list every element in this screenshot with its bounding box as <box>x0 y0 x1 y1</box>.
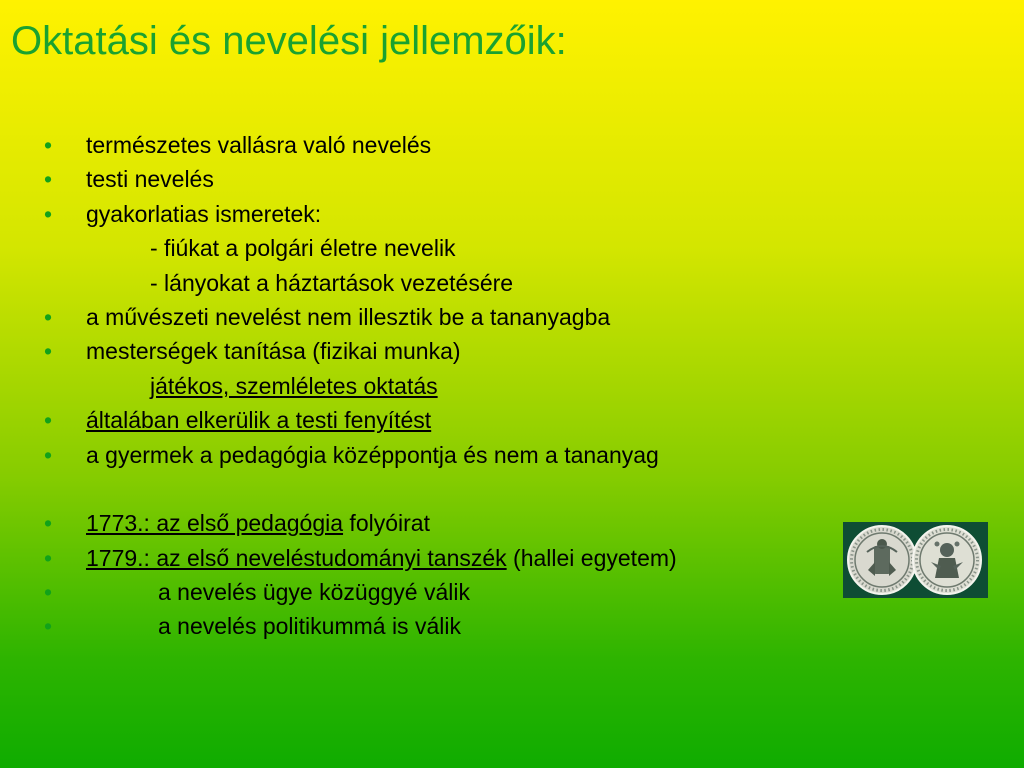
list-item <box>0 403 860 437</box>
slide-title: Oktatási és nevelési jellemzőik: <box>11 19 567 63</box>
list-item-text: a nevelés politikummá is válik <box>158 613 461 640</box>
bullet-icon: • <box>44 166 53 193</box>
list-item <box>0 162 860 196</box>
list-item-text: gyakorlatias ismeretek: <box>86 200 322 227</box>
bullet-icon: • <box>44 579 53 606</box>
list-item <box>0 300 860 334</box>
list-item <box>0 128 860 162</box>
university-seals-icon <box>843 522 988 598</box>
bullet-list <box>0 128 860 644</box>
sub-item <box>0 369 860 403</box>
list-item <box>0 438 860 472</box>
sub-item <box>0 266 860 300</box>
bullet-icon: • <box>44 338 53 365</box>
bullet-icon: • <box>44 132 53 158</box>
sub-item <box>0 231 860 265</box>
list-item <box>0 506 860 540</box>
sub-item-text: - lányokat a háztartások vezetésére <box>150 269 514 296</box>
bullet-icon: • <box>44 613 53 640</box>
bullet-icon: • <box>44 544 53 571</box>
list-item <box>0 575 860 609</box>
list-item-text: mesterségek tanítása (fizikai munka) <box>86 338 461 365</box>
list-spacer <box>0 472 860 506</box>
list-item-suffix: folyóirat <box>343 510 430 537</box>
list-item <box>0 609 860 643</box>
list-item-text: a művészeti nevelést nem illesztik be a tananyagba <box>86 303 611 330</box>
list-item-suffix: (hallei egyetem) <box>506 544 677 571</box>
list-item-text: természetes vallásra való nevelés <box>86 132 432 158</box>
bullet-icon: • <box>44 407 53 434</box>
university-seals-image <box>843 522 988 598</box>
list-item-text <box>86 506 430 540</box>
bullet-icon: • <box>44 441 53 468</box>
bullet-icon: • <box>44 200 53 227</box>
bullet-icon: • <box>44 303 53 330</box>
list-item <box>0 197 860 231</box>
list-item-text: a nevelés ügye közüggyé válik <box>158 579 470 606</box>
bullet-icon: • <box>44 510 53 537</box>
list-item-link: 1773.: az első pedagógia <box>86 510 344 537</box>
list-item-text: a gyermek a pedagógia középpontja és nem a tananyag <box>86 441 659 468</box>
list-item-link: 1779.: az első neveléstudományi tanszék <box>86 544 507 571</box>
list-item <box>0 541 860 575</box>
list-item-text: általában elkerülik a testi fenyítést <box>86 407 432 434</box>
sub-item-text: játékos, szemléletes oktatás <box>150 372 438 399</box>
list-item <box>0 334 860 368</box>
list-item-text: testi nevelés <box>86 166 214 193</box>
list-item-text <box>86 541 677 575</box>
sub-item-text: - fiúkat a polgári életre nevelik <box>150 235 456 262</box>
